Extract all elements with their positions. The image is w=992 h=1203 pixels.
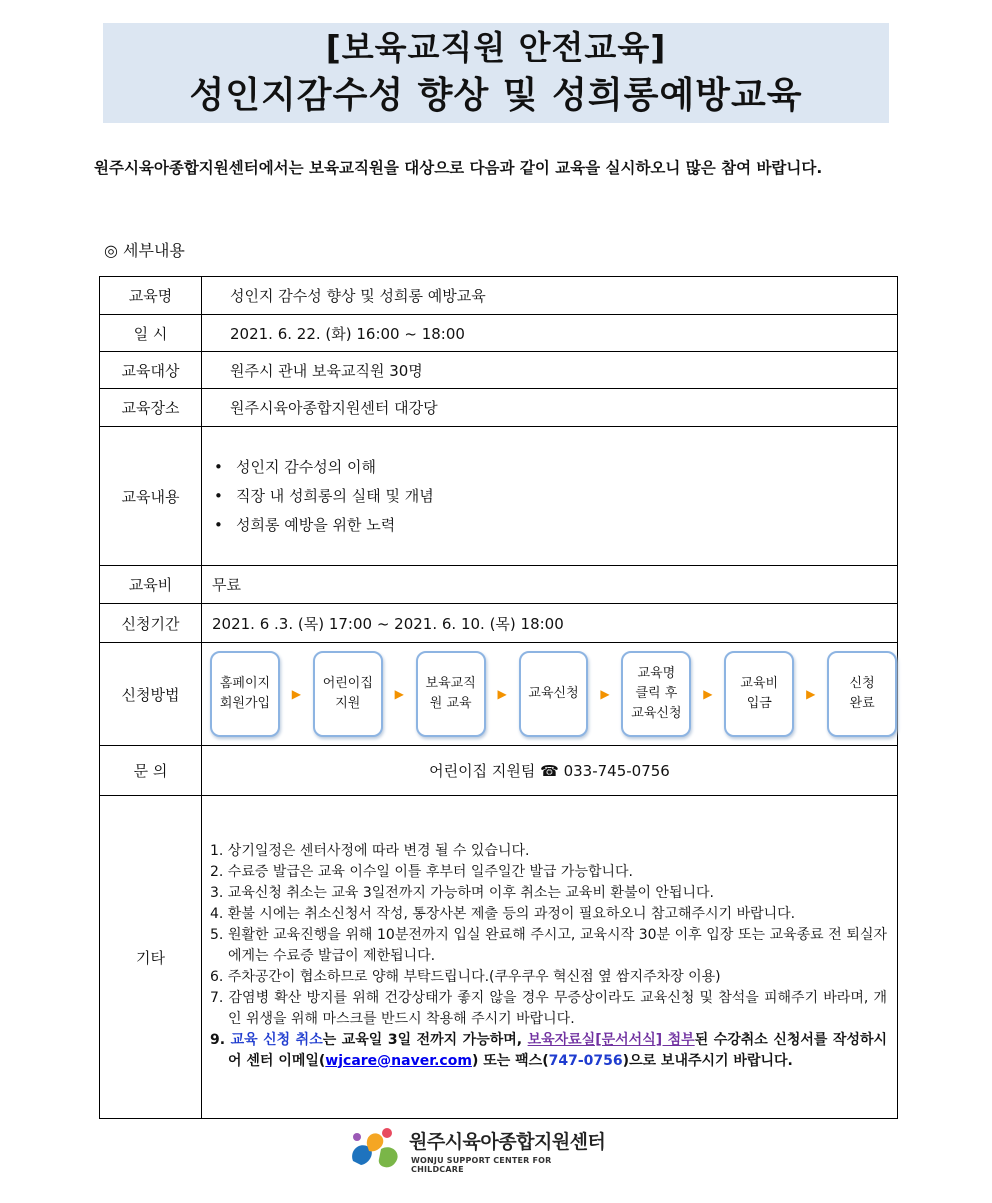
- content-list: [202, 453, 897, 540]
- value-date: 2021. 6. 22. (화) 16:00 ~ 18:00: [202, 315, 898, 352]
- title-line1: [보육교직원 안전교육]: [325, 28, 667, 67]
- row-contact: [100, 746, 898, 796]
- row-place: [100, 389, 898, 427]
- label-etc: 기타: [100, 796, 202, 1119]
- center-logo-icon: [347, 1123, 405, 1175]
- label-contact: 문 의: [100, 746, 202, 796]
- footer-logo: [347, 1123, 607, 1175]
- arrow-right-icon: ▶: [600, 687, 610, 701]
- row-etc: [100, 796, 898, 1119]
- note-item: 6. 주차공간이 협소하므로 양해 부탁드립니다.(쿠우쿠우 혁신점 옆 쌈지주차장 이용): [210, 968, 721, 985]
- value-period: 2021. 6 .3. (목) 17:00 ~ 2021. 6. 10. (목) 18:00: [202, 604, 898, 643]
- arrow-right-icon: ▶: [806, 687, 816, 701]
- intro-text: 원주시육아종합지원센터에서는 보육교직원을 대상으로 다음과 같이 교육을 실시하오니 많은 참여 바랍니다.: [94, 159, 823, 177]
- title-banner: [103, 23, 889, 123]
- label-place: 교육장소: [100, 389, 202, 427]
- note-item: 7. 감염병 확산 방지를 위해 건강상태가 좋지 않을 경우 무증상이라도 교육신청 및 참석을 피해주기 바라며, 개인 위생을 위해 마스크를 반드시 착용해 주시기 바랍니다.: [210, 989, 887, 1027]
- arrow-right-icon: ▶: [291, 687, 301, 701]
- org-name: 원주시육아종합지원센터: [409, 1131, 606, 1153]
- row-period: [100, 604, 898, 643]
- cancel-highlight: 교육 신청 취소: [230, 1031, 323, 1048]
- flow-step-apply: 교육신청: [519, 651, 589, 737]
- value-place: 원주시육아종합지원센터 대강당: [202, 389, 898, 427]
- value-name: 성인지 감수성 향상 및 성희롱 예방교육: [202, 277, 898, 315]
- flow-step-complete: 신청 완료: [827, 651, 897, 737]
- note-item-cancel: 9. 교육 신청 취소는 교육일 3일 전까지 가능하며, 보육자료실[문서서식] 첨부된 수강취소 신청서를 작성하시어 센터 이메일(wjcare@naver.com) 또는 팩스(747-0756)으로 보내주시기 바랍니다.: [210, 1031, 888, 1069]
- section-heading: ◎ 세부내용: [104, 241, 185, 260]
- label-target: 교육대상: [100, 352, 202, 389]
- title-line2: 성인지감수성 향상 및 성희롱예방교육: [189, 75, 803, 116]
- row-name: [100, 277, 898, 315]
- row-date: [100, 315, 898, 352]
- value-method: [202, 643, 898, 746]
- label-fee: 교육비: [100, 566, 202, 604]
- label-content: 교육내용: [100, 427, 202, 566]
- archive-link[interactable]: 보육자료실[문서서식] 첨부: [527, 1031, 695, 1048]
- list-item: • 직장 내 성희롱의 실태 및 개념: [214, 486, 434, 505]
- row-target: [100, 352, 898, 389]
- note-item: 1. 상기일정은 센터사정에 따라 변경 될 수 있습니다.: [210, 842, 530, 859]
- flow-step-signup: 홈페이지 회원가입: [210, 651, 280, 737]
- label-method: 신청방법: [100, 643, 202, 746]
- value-contact: 어린이집 지원팀 ☎ 033-745-0756: [202, 746, 898, 796]
- note-item: 3. 교육신청 취소는 교육 3일전까지 가능하며 이후 취소는 교육비 환불이 안됩니다.: [210, 884, 714, 901]
- notes-list: [202, 823, 897, 1092]
- org-english-name: WONJU SUPPORT CENTER FOR CHILDCARE: [411, 1156, 552, 1174]
- value-target: 원주시 관내 보육교직원 30명: [202, 352, 898, 389]
- note-item: 2. 수료증 발급은 교육 이수일 이틀 후부터 일주일간 발급 가능합니다.: [210, 863, 634, 880]
- arrow-right-icon: ▶: [703, 687, 713, 701]
- flow-step-daycare-support: 어린이집 지원: [313, 651, 383, 737]
- arrow-right-icon: ▶: [497, 687, 507, 701]
- arrow-right-icon: ▶: [394, 687, 404, 701]
- flow-step-click-course: 교육명 클릭 후 교육신청: [621, 651, 691, 737]
- label-date: 일 시: [100, 315, 202, 352]
- label-name: 교육명: [100, 277, 202, 315]
- row-method: [100, 643, 898, 746]
- list-item: • 성인지 감수성의 이해: [214, 457, 376, 476]
- flow-step-payment: 교육비 입금: [724, 651, 794, 737]
- row-fee: [100, 566, 898, 604]
- row-content: [100, 427, 898, 566]
- list-item: • 성희롱 예방을 위한 노력: [214, 515, 396, 534]
- value-fee: 무료: [202, 566, 898, 604]
- value-content: [202, 427, 898, 566]
- note-item: 5. 원활한 교육진행을 위해 10분전까지 입실 완료해 주시고, 교육시작 30분 이후 입장 또는 교육종료 전 퇴실자에게는 수료증 발급이 제한됩니다.: [210, 926, 887, 964]
- info-table: [99, 276, 898, 1119]
- fax-number: 747-0756: [548, 1052, 623, 1069]
- email-link[interactable]: wjcare@naver.com: [325, 1052, 472, 1069]
- value-etc: [202, 796, 898, 1119]
- flow-step-staff-education: 보육교직 원 교육: [416, 651, 486, 737]
- note-item: 4. 환불 시에는 취소신청서 작성, 통장사본 제출 등의 과정이 필요하오니 참고해주시기 바랍니다.: [210, 905, 796, 922]
- application-flow: [202, 651, 897, 737]
- label-period: 신청기간: [100, 604, 202, 643]
